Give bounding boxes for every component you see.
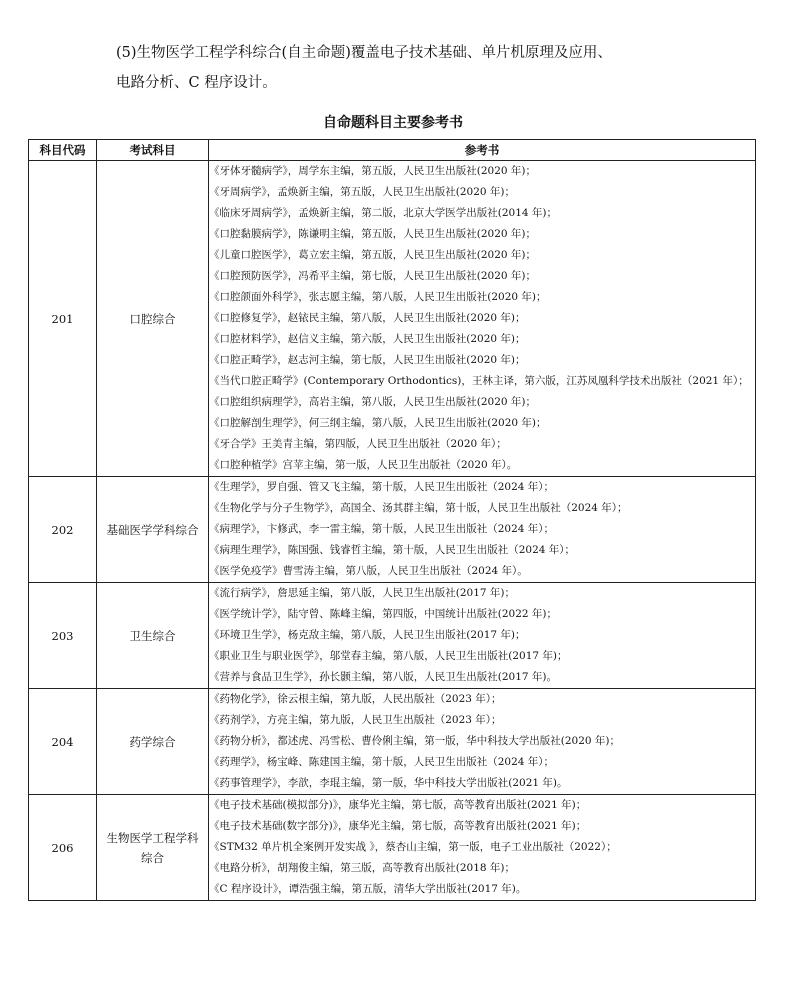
table-title: 自命题科目主要参考书: [323, 115, 463, 131]
book-entry: 《医学统计学》，陆守曾、陈峰主编，第四版，中国统计出版社(2022 年)；: [209, 608, 558, 620]
intro-line-2: 电路分析、C 程序设计。: [116, 75, 277, 91]
table-row: [29, 161, 756, 477]
subject-code: 204: [29, 689, 97, 795]
book-entry: 《牙合学》王美青主编，第四版，人民卫生出版社（2020 年）；: [209, 438, 507, 450]
subject-name-line-2: 综合: [141, 850, 164, 865]
book-entry: 《口腔黏膜病学》，陈谦明主编，第五版，人民卫生出版社(2020 年)；: [209, 228, 537, 240]
book-entry: 《职业卫生与职业医学》，邬堂春主编，第八版，人民卫生出版社(2017 年)；: [209, 650, 568, 662]
subject-name: [97, 795, 209, 901]
subject-name: 基础医学学科综合: [97, 477, 209, 583]
reference-books-table: [28, 139, 756, 901]
book-entry: 《医学免疫学》曹雪涛主编，第八版，人民卫生出版社（2024 年）。: [209, 565, 528, 577]
table-row: [29, 795, 756, 901]
book-entry: 《牙体牙髓病学》，周学东主编，第五版，人民卫生出版社(2020 年)；: [209, 165, 537, 177]
subject-code: 206: [29, 795, 97, 901]
book-list: [209, 161, 756, 477]
subject-code: 202: [29, 477, 97, 583]
book-entry: 《电路分析》，胡翔俊主编，第三版，高等教育出版社(2018 年)；: [209, 862, 516, 874]
subject-name: 药学综合: [97, 689, 209, 795]
book-entry: 《流行病学》，詹思延主编，第八版，人民卫生出版社(2017 年)；: [209, 587, 516, 599]
table-header-row: [29, 140, 756, 161]
table-row: [29, 477, 756, 583]
book-list: [209, 477, 756, 583]
book-entry: 《C 程序设计》，谭浩强主编，第五版，清华大学出版社(2017 年)。: [209, 883, 527, 895]
book-entry: 《电子技术基础(模拟部分)》，康华光主编，第七版，高等教育出版社(2021 年)；: [209, 799, 587, 811]
book-entry: 《营养与食品卫生学》，孙长颢主编，第八版，人民卫生出版社(2017 年)。: [209, 671, 558, 683]
book-entry: 《口腔修复学》，赵铱民主编，第八版，人民卫生出版社(2020 年)；: [209, 312, 526, 324]
subject-code: 201: [29, 161, 97, 477]
book-entry: 《临床牙周病学》，孟焕新主编，第二版，北京大学医学出版社(2014 年)；: [209, 207, 558, 219]
book-entry: 《电子技术基础(数字部分)》，康华光主编，第七版，高等教育出版社(2021 年)；: [209, 820, 587, 832]
book-entry: 《口腔正畸学》，赵志河主编，第七版，人民卫生出版社(2020 年)；: [209, 354, 526, 366]
book-entry: 《牙周病学》，孟焕新主编，第五版，人民卫生出版社(2020 年)；: [209, 186, 516, 198]
book-entry: 《环境卫生学》，杨克敌主编，第八版，人民卫生出版社(2017 年)；: [209, 629, 526, 641]
book-entry: 《病理学》，卞修武，李一雷主编，第十版，人民卫生出版社（2024 年）；: [209, 523, 555, 535]
book-entry: 《儿童口腔医学》，葛立宏主编，第五版，人民卫生出版社(2020 年)；: [209, 249, 537, 261]
book-entry: 《口腔材料学》，赵信义主编，第六版，人民卫生出版社(2020 年)；: [209, 333, 526, 345]
subject-name: 口腔综合: [97, 161, 209, 477]
intro-line-1: (5)生物医学工程学科综合(自主命题)覆盖电子技术基础、单片机原理及应用、: [116, 45, 612, 61]
book-entry: 《药事管理学》，李歆，李琨主编，第一版，华中科技大学出版社(2021 年)。: [209, 777, 568, 789]
book-entry: 《口腔颌面外科学》，张志愿主编，第八版，人民卫生出版社(2020 年)；: [209, 291, 547, 303]
book-entry: 《STM32 单片机全案例开发实战 》，蔡杏山主编，第一版，电子工业出版社（2022）；: [209, 841, 617, 853]
header-subject: 考试科目: [97, 140, 209, 161]
book-entry: 《药理学》，杨宝峰、陈建国主编，第十版，人民卫生出版社（2024 年）；: [209, 756, 555, 768]
table-row: [29, 583, 756, 689]
book-entry: 《口腔种植学》宫苹主编，第一版，人民卫生出版社（2020 年）。: [209, 459, 518, 471]
book-entry: 《药物分析》，都述虎、冯雪松、曹伶俐主编，第一版，华中科技大学出版社(2020 年)；: [209, 735, 621, 747]
book-list: [209, 795, 756, 901]
subject-name: 卫生综合: [97, 583, 209, 689]
book-entry: 《口腔解剖生理学》，何三纲主编，第八版，人民卫生出版社(2020 年)；: [209, 417, 547, 429]
book-entry: 《病理生理学》，陈国强、钱睿哲主编，第十版，人民卫生出版社（2024 年）；: [209, 544, 576, 556]
book-list: [209, 689, 756, 795]
book-entry: 《生理学》，罗自强、管又飞主编，第十版，人民卫生出版社（2024 年）；: [209, 481, 555, 493]
book-entry: 《药物化学》，徐云根主编，第九版，人民出版社（2023 年）；: [209, 693, 502, 705]
table-row: [29, 689, 756, 795]
book-entry: 《当代口腔正畸学》(Contemporary Orthodontics)，王林主译，第六版，江苏凤凰科学技术出版社（2021 年）；: [209, 375, 749, 387]
header-code: 科目代码: [29, 140, 97, 161]
subject-name-line-1: 生物医学工程学科: [106, 830, 199, 845]
intro-paragraph: [116, 38, 756, 98]
subject-code: 203: [29, 583, 97, 689]
header-books: 参考书: [209, 140, 756, 161]
book-list: [209, 583, 756, 689]
book-entry: 《口腔预防医学》，冯希平主编，第七版，人民卫生出版社(2020 年)；: [209, 270, 537, 282]
book-entry: 《药剂学》，方亮主编，第九版，人民卫生出版社（2023 年）；: [209, 714, 502, 726]
book-entry: 《口腔组织病理学》，高岩主编，第八版，人民卫生出版社(2020 年)；: [209, 396, 537, 408]
book-entry: 《生物化学与分子生物学》，高国全、汤其群主编，第十版，人民卫生出版社（2024 年）；: [209, 502, 628, 514]
